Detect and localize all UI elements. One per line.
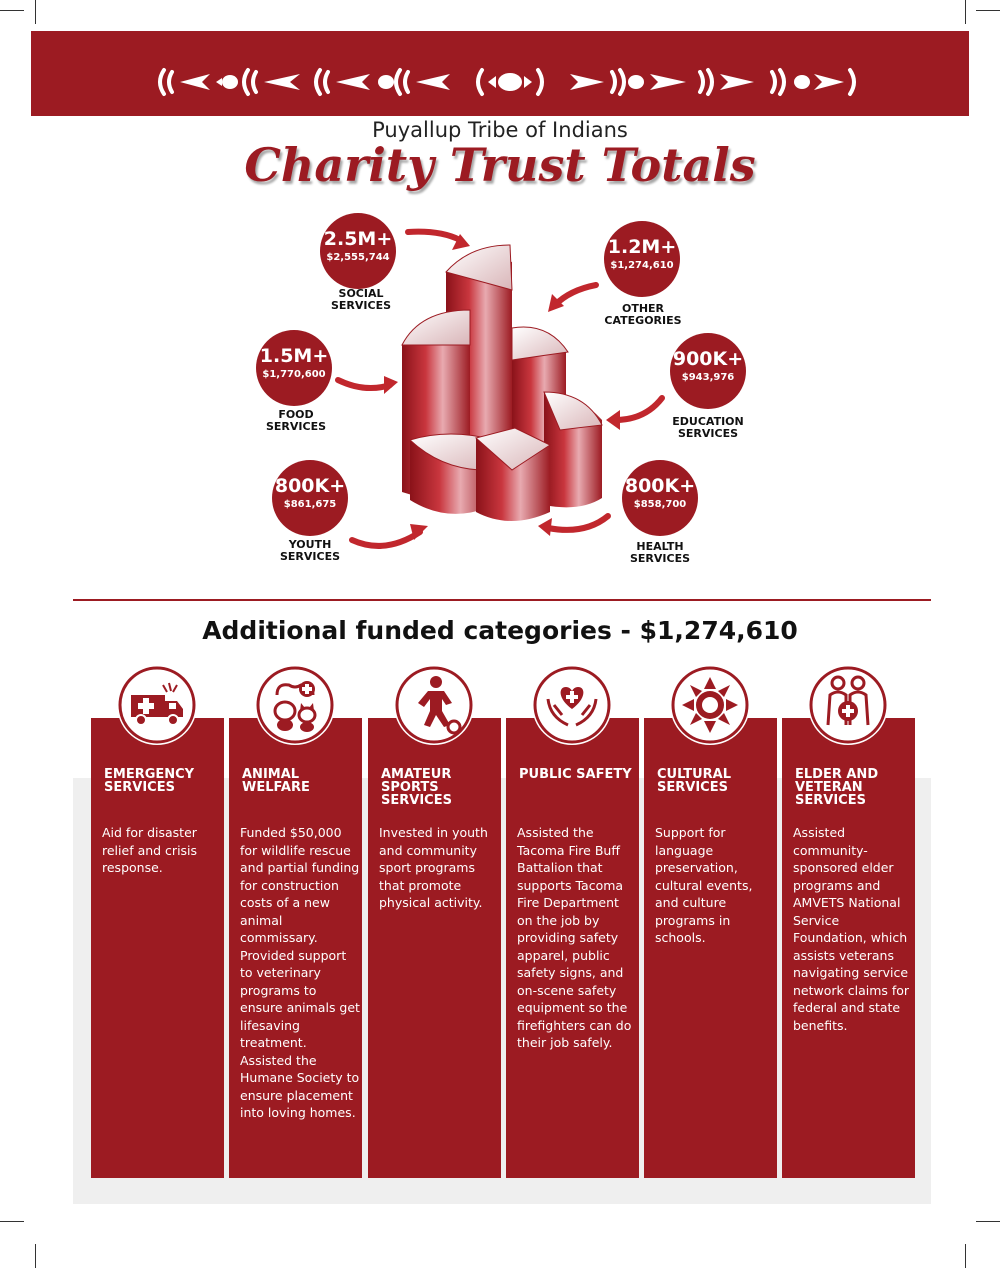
category-card bbox=[91, 718, 224, 1178]
stat-amount: $1,274,610 bbox=[610, 260, 674, 271]
card-title: EMERGENCY SERVICES bbox=[104, 767, 195, 795]
stat-label: OTHER CATEGORIES bbox=[604, 302, 682, 327]
stat-health bbox=[622, 460, 698, 536]
page-title: Charity Trust Totals bbox=[244, 138, 756, 192]
stat-amount: $1,770,600 bbox=[262, 369, 326, 380]
arrow-icon bbox=[408, 232, 460, 240]
card-description: Aid for disaster relief and crisis response. bbox=[102, 825, 198, 875]
card-title: CULTURAL SERVICES bbox=[657, 767, 732, 795]
crop-mark bbox=[35, 1244, 36, 1268]
category-card bbox=[644, 718, 777, 1178]
stat-education bbox=[670, 333, 746, 409]
category-card bbox=[368, 718, 501, 1178]
stat-amount: $943,976 bbox=[681, 372, 735, 383]
card-title: ELDER AND VETERAN SERVICES bbox=[795, 767, 879, 808]
stat-label: YOUTH SERVICES bbox=[279, 538, 341, 563]
sun-emblem-icon bbox=[670, 665, 750, 745]
card-title: ANIMAL WELFARE bbox=[242, 767, 310, 795]
cylinder-illustration bbox=[0, 0, 1000, 600]
soccer-player-icon bbox=[394, 665, 474, 745]
elder-veteran-icon bbox=[808, 665, 888, 745]
stat-label: EDUCATION SERVICES bbox=[672, 415, 744, 440]
section-title: Additional funded categories - $1,274,610 bbox=[202, 616, 798, 645]
pets-icon bbox=[255, 665, 335, 745]
crop-mark bbox=[976, 1221, 1000, 1222]
divider bbox=[73, 599, 931, 601]
card-description: Invested in youth and community sport programs that promote physical activity. bbox=[379, 825, 488, 910]
hands-heart-icon bbox=[532, 665, 612, 745]
stat-value: 900K+ bbox=[672, 348, 744, 370]
card-description: Support for language preservation, cultural events, and culture programs in schools. bbox=[655, 825, 753, 945]
stat-value: 2.5M+ bbox=[323, 228, 393, 250]
stat-social bbox=[320, 213, 396, 289]
card-description: Assisted the Tacoma Fire Buff Battalion that supports Tacoma Fire Department on the job by providing safety apparel, public safety signs, and on-scene safety equipment so the firefighters can do their job safely. bbox=[517, 825, 632, 1050]
stat-food bbox=[256, 330, 332, 406]
stat-amount: $861,675 bbox=[283, 499, 337, 510]
stat-amount: $858,700 bbox=[633, 499, 687, 510]
ambulance-icon bbox=[117, 665, 197, 745]
card-title: PUBLIC SAFETY bbox=[519, 767, 632, 782]
card-title: AMATEUR SPORTS SERVICES bbox=[381, 767, 452, 808]
stat-label: SOCIAL SERVICES bbox=[330, 287, 392, 312]
crop-mark bbox=[0, 1221, 24, 1222]
stat-label: HEALTH SERVICES bbox=[629, 540, 691, 565]
category-card bbox=[229, 718, 362, 1178]
stat-other bbox=[604, 221, 680, 297]
category-card bbox=[782, 718, 915, 1178]
category-card bbox=[506, 718, 639, 1178]
stat-value: 1.5M+ bbox=[259, 345, 329, 367]
card-description: Assisted community-sponsored elder programs and AMVETS National Service Foundation, which assists veterans navigating service network claims for federal and state benefits. bbox=[793, 825, 910, 1033]
card-description: Funded $50,000 for wildlife rescue and partial funding for construction costs of a new animal commissary. Provided support to veterinary programs to ensure animals get lifesaving treatment. Assisted the Humane Society to ensure placement into loving homes. bbox=[240, 825, 360, 1120]
stat-amount: $2,555,744 bbox=[326, 252, 390, 263]
stat-label: FOOD SERVICES bbox=[265, 408, 327, 433]
crop-mark bbox=[965, 1244, 966, 1268]
stat-value: 1.2M+ bbox=[607, 236, 677, 258]
stat-value: 800K+ bbox=[274, 475, 346, 497]
stat-youth bbox=[272, 460, 348, 536]
stat-value: 800K+ bbox=[624, 475, 696, 497]
org-name: Puyallup Tribe of Indians bbox=[372, 118, 628, 142]
